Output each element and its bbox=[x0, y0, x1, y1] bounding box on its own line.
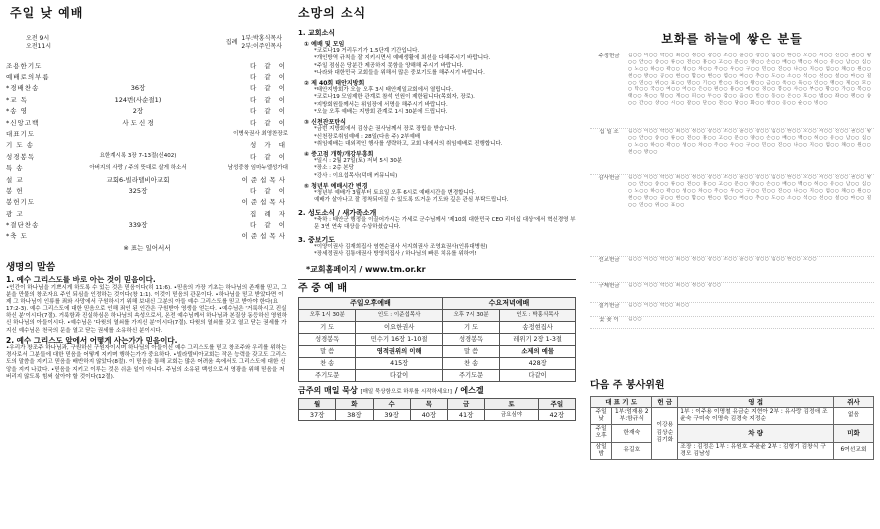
order-item-label: 대표기도 bbox=[6, 129, 36, 138]
news-line: 예배가 살아나고 잘 정착되어질 수 있도록 뜨거운 기도와 깊은 관심 부탁드립니다. bbox=[314, 197, 509, 204]
order-item-label: *교 독 bbox=[6, 95, 28, 104]
worship-left-label: 성경봉독 bbox=[299, 334, 356, 346]
bible-day: 토 bbox=[485, 399, 538, 410]
news-subheading: ② 제 40회 태안지방회 bbox=[304, 79, 365, 87]
volunteers-title: 다음 주 봉사위원 bbox=[590, 380, 665, 391]
order-item-content: 요한계시록 3장 7-13절(신402) bbox=[99, 153, 177, 160]
order-item-label: *결단찬송 bbox=[6, 221, 40, 230]
offering-category: 절기헌금 bbox=[598, 303, 620, 309]
order-item-leader: 다 같 이 bbox=[250, 107, 288, 116]
news-line: *장소 : 2층 본당 bbox=[314, 165, 354, 172]
worship-row bbox=[299, 346, 576, 358]
preacher-label: 집례 bbox=[225, 38, 238, 46]
homepage-link[interactable]: *교회홈페이지 / www.tm.or.kr bbox=[306, 264, 426, 274]
news-line: *개인방역 규칙을 잘 지키시면서 예배생활에 최선을 다해주시기 바랍니다. bbox=[314, 55, 491, 62]
life-paragraph-1: •인간이 하나님을 기쁘시게 하도록 수 있는 것은 믿음이다(히 11:6). •믿음의 가장 기초는 하나님의 존재를 믿고, 그분을 만물의 창조자요 주인 되심을 인정하는 것이다(창 1:1). 이것이 믿음의 관문이다. •하나님을 믿고 받았다면 이제 그 하나님이 인류를 죄와 사망에서 구원하시기 위해 보내신 그분의 아들 예수 그리스도를 믿고 받아야 한다(요 17:2-3). 예수 그리스도에 대한 믿음으로 인해 죄인 된 인간은 구원받아 영생을 얻는다. •예수님은 '거룩하시고 진실하신 분'이시다(7절). 거룩함과 진실하심은 하나님의 속성으로서, 온전 예수님께서 하나님과 본질상 동등하신 영원하신 하나님의 아들이시다. •예수님은 '다윗의 열쇠를 가지신 분'이시다(7절). 다윗의 열쇠를 갖고 열고 닫는 권세를 가지신 예수님은 천국의 문을 열고 닫는 권세를 소유하신 분이시다. bbox=[6, 284, 288, 334]
order-item-leader: 이준섭목사 bbox=[241, 232, 288, 241]
worship-right-label: 기 도 bbox=[442, 322, 499, 334]
offering-category: 주정헌금 bbox=[598, 53, 620, 59]
news-subheading: ③ 신천잔포탄식 bbox=[304, 118, 346, 126]
service-header bbox=[6, 35, 288, 50]
worship-left-value: 다같이 bbox=[356, 370, 443, 382]
offering-row bbox=[590, 129, 874, 175]
preacher-2: 2부:이주인목사 bbox=[241, 42, 282, 50]
offering-category: 꽃 꽂 이 bbox=[599, 317, 619, 323]
news-line: *태안지방회가 오늘 오후 3시 태안제일교회에서 열립니다. bbox=[314, 87, 453, 94]
bible-chapter: 39장 bbox=[373, 410, 410, 421]
worship-left-value: 영적권위의 이해 bbox=[356, 346, 443, 358]
service-times bbox=[12, 35, 51, 50]
offerings-title: 보화를 하늘에 쌓은 분들 bbox=[661, 32, 803, 46]
sunday-afternoon-time: 오후 1시 30분 bbox=[299, 310, 356, 322]
offering-names: 김○○ 이○○ 박○○ 최○○ 정○○ 강○○ 조○○ 윤○○ 장○○ 임○○ 한○○ 오○○ 서○○ 신○○ 권○○ 황○○ 안○○ 송○○ 류○○ 전○○ 홍○○ 고○○ 문○○ 양○○ 손○○ 배○○ 백○○ 허○○ 유○○ 남○○ 심○○ 노○○ 하○○ 곽○○ 성○○ 차○○ 주○○ 우○○ 구○○ 민○○ 진○○ 나○○ 지○○ 엄○○ 채○○ 원○○ 천○○ 방○○ 공○○ 현○○ 함○○ 변○○ 염○○ 여○○ 추○○ 도○○ 소○○ 석○○ 선○○ 설○○ 마○○ 길○○ 연○○ 위○○ 표○○ 명○○ 기○○ 반○○ 라○○ 왕○○ 금○○ 옥○○ 육○○ 인○○ 맹○○ 제○○ 모○○ 탁○○ 국○○ 여○○ 어○○ 은○○ 편○○ 용○○ 예○○ 경○○ 봉○○ 사○○ 부○○ 황○○ 가○○ 복○○ 태○○ 목○○ 형○○ 계○○ 피○○ 두○○ 감○○ 음○○ 빈○○ 동○○ 온○○ 호○○ 범○○ 좌○○ 팽○○ 승○○ 간○○ 상○○ 시○○ 갈○○ 단○○ 견○○ 당○○ 화○○ 창○○ 옹○○ 순○○ 빙○○ bbox=[628, 53, 872, 107]
offering-row bbox=[590, 257, 874, 283]
order-item-leader: 다 같 이 bbox=[250, 73, 288, 82]
order-item-content: 사 도 신 경 bbox=[122, 118, 154, 127]
vol-greet-1: 1부 : 이주용 이명철 유금순 지현아 2부 : 유사랑 김정애 조윤숙 구미숙 이명숙 김경숙 지정순 bbox=[678, 407, 834, 424]
order-row bbox=[6, 71, 288, 82]
order-item-label: 조용한기도 bbox=[6, 61, 43, 70]
wednesday-title: 수요저녁예배 bbox=[442, 298, 575, 310]
sunday-title: 주일 낮 예배 bbox=[10, 6, 84, 20]
order-item-leader: 다 같 이 bbox=[250, 186, 288, 195]
vol-svc-1: 주일 낮 bbox=[591, 407, 612, 424]
vol-svc-3: 삼일 밤 bbox=[591, 442, 612, 459]
news-line: *축하 : 태안군 행정을 이끌어가시는 가세로 군수님께서 '제10회 대한민국 CEO 리더십 대상'에서 혁신경영 부문 3연 연속 대상을 수상하셨습니다. bbox=[314, 217, 576, 231]
order-item-content: 325장 bbox=[128, 186, 148, 195]
news-line: *이양이권사 김재희집사 염현순권사 서지희권사 조영효권사(인류대병원) bbox=[314, 244, 488, 251]
order-row bbox=[6, 219, 288, 230]
order-row bbox=[6, 185, 288, 196]
offering-row bbox=[590, 53, 874, 129]
sunday-worship-column bbox=[6, 0, 288, 529]
order-row bbox=[6, 197, 288, 208]
life-heading-1: 1. 예수 그리스도를 바로 아는 것이 믿음이다. bbox=[6, 275, 156, 285]
worship-right-value: 소제의 예물 bbox=[500, 346, 576, 358]
order-item-label: *축 도 bbox=[6, 232, 28, 241]
offering-names: 김○○ 이○○ 박○○ 최○○ 정○○ 강○○ 조○○ 윤○○ 장○○ 임○○ 한○○ 오○○ 서○○ 신○○ 권○○ 황○○ 안○○ 송○○ 류○○ 전○○ 홍○○ 고○○ 문○○ 양○○ 손○○ 배○○ 백○○ 허○○ 유○○ 남○○ 심○○ 노○○ 하○○ 곽○○ 성○○ 차○○ 주○○ 우○○ 구○○ 민○○ 진○○ 나○○ 지○○ 엄○○ 채○○ 원○○ 천○○ 방○○ bbox=[628, 129, 872, 155]
news-list bbox=[298, 29, 576, 259]
news-line: *장세정권사 김통애권사 방영석집사 / 하나님의 빠른 치유를 위하여! bbox=[314, 251, 477, 258]
news-subheading: ① 예배 및 모임 bbox=[304, 40, 345, 48]
offering-names: 김○○ 이○○ 박○○ 최○○ 정○○ 강○○ 조○○ 윤○○ 장○○ 임○○ 한○○ 오○○ 서○○ 신○○ 권○○ 황○○ 안○○ 송○○ 류○○ 전○○ 홍○○ 고○○ 문○○ 양○○ 손○○ 배○○ 백○○ 허○○ 유○○ 남○○ 심○○ 노○○ 하○○ 곽○○ 성○○ 차○○ 주○○ 우○○ 구○○ 민○○ 진○○ 나○○ 지○○ 엄○○ 채○○ 원○○ 천○○ 방○○ 공○○ 현○○ 함○○ 변○○ 염○○ 여○○ 추○○ 도○○ 소○○ 석○○ 선○○ 설○○ 마○○ 길○○ 연○○ 위○○ 표○○ bbox=[628, 175, 872, 208]
order-item-label: *경배찬송 bbox=[6, 84, 40, 93]
vol-pray-2: 한재숙 bbox=[612, 425, 652, 442]
bible-day: 목 bbox=[410, 399, 447, 410]
col-offering: 헌 금 bbox=[652, 396, 678, 407]
offering-names: 김○○ 이○○ 박○○ 최○○ 정○○ 강○○ bbox=[628, 283, 722, 288]
life-paragraph-2: •우리가 창조주 하나님과, 구원하신 구원자이시며 하나님의 아들이신 예수 그리스도를 믿고 창조주와 우리를 위하는 경사로서 그분들에 대한 믿음을 어떻게 지키며 행하는가가 중요하다. •빌라델비아교회는 작은 능력을 갖고도 그리스도의 말씀을 지키고 믿음을 배반하지 않았다(8절). 이 믿음을 통해 교회는 많은 어려움 속에서도 그리스도에 대한 신앙을 지켜 나갔다. •믿음을 지키고 이루는 것은 쉬운 일이 아니다. 주님의 소유된 백성으로서 영광을 위해 믿음을 저버리지 않도록 힘써 살아야 할 것이다(12절). bbox=[6, 345, 287, 380]
news-line: *오늘 오후 예배는 지방회 관계로 1시 30분에 드립니다. bbox=[314, 108, 448, 115]
order-row bbox=[6, 94, 288, 105]
worship-right-value: 428장 bbox=[500, 358, 576, 370]
news-subheading: ⑤ 청년부 예배시간 변경 bbox=[304, 182, 368, 190]
order-row bbox=[6, 208, 288, 219]
bible-day: 금 bbox=[448, 399, 485, 410]
order-item-label: *송 영 bbox=[6, 107, 28, 116]
news-line: *주일 점심은 당분간 제공하지 못함을 양해해 주시기 바랍니다. bbox=[314, 62, 464, 69]
order-item-content: 124번(사순절1) bbox=[114, 95, 162, 104]
order-item-label: 봉 헌 bbox=[6, 186, 24, 195]
offering-names: 김○○ bbox=[628, 317, 642, 322]
worship-right-value: 다같이 bbox=[500, 370, 576, 382]
order-item-content: 339장 bbox=[128, 221, 148, 230]
offerings-column bbox=[590, 0, 874, 529]
vol-pray-1: 1부:엄재용 2부:함규식 bbox=[612, 407, 652, 424]
news-line: *신천장로취임예배 : 28일(다음 주) 2부예배 bbox=[314, 133, 421, 140]
bible-chapter: 38장 bbox=[336, 410, 373, 421]
order-item-leader: 다 같 이 bbox=[250, 95, 288, 104]
preacher-1: 1부:박홍식목사 bbox=[241, 35, 282, 42]
weekday-worship-table bbox=[298, 297, 576, 382]
order-item-label: 기 도 송 bbox=[6, 141, 34, 150]
news-line: *코로나19 모임제한 관계로 참석 인원이 제한됩니다(목회자, 장로). bbox=[314, 94, 475, 101]
worship-right-label: 말 씀 bbox=[442, 346, 499, 358]
preachers bbox=[226, 35, 282, 50]
offering-category: 십 일 조 bbox=[599, 129, 619, 135]
worship-right-label: 성경봉독 bbox=[442, 334, 499, 346]
offering-row bbox=[590, 283, 874, 303]
order-item-content: 36장 bbox=[130, 84, 146, 93]
order-item-leader: 집 례 자 bbox=[250, 209, 288, 218]
news-line: *취임예배는 대외적인 행사를 생략하고, 교회 내에서의 취임예배로 진행합니다. bbox=[314, 140, 503, 147]
order-item-leader: 다 같 이 bbox=[250, 61, 288, 70]
col-treat: 쥐사 bbox=[834, 396, 874, 407]
order-item-content: 2장 bbox=[132, 107, 144, 116]
offering-row bbox=[590, 303, 874, 317]
news-line: *코로나19 거리두기가 1.5단계 기간입니다. bbox=[314, 48, 420, 55]
news-heading: 1. 교회소식 bbox=[298, 29, 336, 37]
order-row bbox=[6, 151, 288, 162]
worship-right-value: 레위기 2장 1-3절 bbox=[500, 334, 576, 346]
worship-right-label: 찬 송 bbox=[442, 358, 499, 370]
offering-category: 감사헌금 bbox=[598, 175, 620, 181]
worship-left-value: 415장 bbox=[356, 358, 443, 370]
worship-left-value: 민수기 16장 1-10절 bbox=[356, 334, 443, 346]
news-subheading: ④ 증고점 개학/개강부흥회 bbox=[304, 150, 374, 158]
vol-greet-3: 조장 : 김정은 1부 : 유원호 주윤윤 2부 : 김형기 김창식 구경모 김남성 bbox=[678, 442, 834, 459]
bible-chapter: 42장 bbox=[538, 410, 575, 421]
worship-left-value: 이요한권사 bbox=[356, 322, 443, 334]
worship-left-label: 말 씀 bbox=[299, 346, 356, 358]
order-item-label: 예배로의부름 bbox=[6, 73, 50, 82]
offering-names: 김○○ 이○○ 박○○ 최○○ 정○○ 강○○ 조○○ 윤○○ 장○○ 임○○ 한○○ 오○○ bbox=[628, 257, 818, 262]
bible-day: 화 bbox=[336, 399, 373, 410]
bible-chapter: 금요심야 bbox=[485, 410, 538, 421]
vol-misc-label: 미화 bbox=[834, 425, 874, 442]
news-heading: 2. 성도소식 / 새가족소개 bbox=[298, 208, 377, 217]
order-row bbox=[6, 128, 288, 139]
news-column bbox=[298, 0, 576, 529]
bible-chapter: 37장 bbox=[299, 410, 336, 421]
order-row bbox=[6, 106, 288, 117]
order-row bbox=[6, 174, 288, 185]
offering-names: 김○○ 이○○ 박○○ 최○○ bbox=[628, 303, 690, 308]
sunday-afternoon-lead: 인도 : 이준섭목사 bbox=[356, 310, 443, 322]
order-row bbox=[6, 140, 288, 151]
order-item-leader: 이준섭목사 bbox=[241, 198, 288, 207]
order-item-label: *신앙고백 bbox=[6, 118, 40, 127]
order-item-leader: 다 같 이 bbox=[250, 221, 288, 230]
wednesday-lead: 인도 : 박홍식목사 bbox=[500, 310, 576, 322]
weekday-worship-title: 주 중 예 배 bbox=[298, 279, 576, 296]
order-item-leader: 남성중창 임마누엘성가대 bbox=[227, 164, 288, 171]
order-row bbox=[6, 117, 288, 128]
life-heading-2: 2. 예수 그리스도 앞에서 어떻게 사는가가 믿음이다. bbox=[6, 335, 178, 345]
bible-note: [매일 묵상함으로 하루를 시작하세요!] bbox=[360, 389, 452, 396]
order-item-label: 설 교 bbox=[6, 175, 24, 184]
order-row bbox=[6, 60, 288, 71]
volunteers-table bbox=[590, 396, 874, 461]
order-row bbox=[6, 163, 288, 174]
bible-day: 수 bbox=[373, 399, 410, 410]
news-line: *금번 지방회에서 김상순 권사님께서 장로 장립을 받습니다. bbox=[314, 126, 457, 133]
life-title: 생명의 말씀 bbox=[6, 262, 56, 274]
order-row bbox=[6, 83, 288, 94]
vol-offering-people: 이강용 김상순 김기화 bbox=[652, 407, 678, 459]
vol-treat-3: 6여선교회 bbox=[834, 442, 874, 459]
order-item-label: 성경봉독 bbox=[6, 152, 36, 161]
worship-left-label: 찬 송 bbox=[299, 358, 356, 370]
order-item-leader: 이준섭목사 bbox=[241, 175, 288, 184]
vol-pray-3: 유길호 bbox=[612, 442, 652, 459]
bible-chapter: 41장 bbox=[448, 410, 485, 421]
order-item-leader: 성 가 대 bbox=[250, 141, 288, 150]
order-item-leader: 다 같 이 bbox=[250, 84, 288, 93]
bible-chapter: 40장 bbox=[410, 410, 447, 421]
offering-category: 선교헌금 bbox=[598, 257, 620, 263]
worship-row bbox=[299, 370, 576, 382]
offering-row bbox=[590, 175, 874, 257]
worship-right-label: 주기도문 bbox=[442, 370, 499, 382]
order-item-content: 교회6-빌라델비아교회 bbox=[106, 175, 170, 184]
time-2: 오전11시 bbox=[26, 42, 52, 50]
sunday-afternoon-title: 주일오후예배 bbox=[299, 298, 443, 310]
col-pray: 대 표 기 도 bbox=[591, 396, 652, 407]
bible-reading-table bbox=[298, 398, 576, 421]
stand-note: ※ 표는 일어서서 bbox=[123, 244, 171, 253]
offerings-list bbox=[590, 53, 874, 378]
vol-svc-2: 주일오후 bbox=[591, 425, 612, 442]
worship-right-value: 송정현집사 bbox=[500, 322, 576, 334]
order-item-label: 봉헌기도 bbox=[6, 198, 36, 207]
worship-row bbox=[299, 322, 576, 334]
worship-row bbox=[299, 334, 576, 346]
bible-title-text: 금주의 매일 묵상 bbox=[298, 386, 358, 396]
order-item-label: 특 송 bbox=[6, 164, 24, 173]
vol-treat-1: 없음 bbox=[834, 407, 874, 424]
bible-reading-title bbox=[298, 386, 576, 396]
news-line: *지방회원들께서는 위임장에 서명을 해주시기 바랍니다. bbox=[314, 101, 448, 108]
order-item-leader: 다 같 이 bbox=[250, 118, 288, 127]
order-item-label: 광 고 bbox=[6, 209, 24, 218]
offering-category: 구제헌금 bbox=[598, 283, 620, 289]
news-line: *나라와 대한민국 교회들을 위해서 많은 중보기도를 해주시기 바랍니다. bbox=[314, 69, 485, 76]
wednesday-time: 오후 7시 30분 bbox=[442, 310, 499, 322]
news-line: *일시 : 2월 27일(토) 저녁 5시 30분 bbox=[314, 158, 403, 165]
col-greet: 영 접 bbox=[678, 396, 834, 407]
order-item-leader: 다 같 이 bbox=[250, 152, 288, 161]
news-title: 소망의 소식 bbox=[298, 6, 367, 20]
worship-left-label: 주기도문 bbox=[299, 370, 356, 382]
worship-row bbox=[299, 358, 576, 370]
order-of-worship bbox=[6, 60, 288, 242]
bible-day: 주일 bbox=[538, 399, 575, 410]
bible-book: / 에스겔 bbox=[454, 386, 484, 396]
order-row bbox=[6, 231, 288, 242]
bible-day: 월 bbox=[299, 399, 336, 410]
order-item-leader: 이병욱권사 최영찬장로 bbox=[233, 130, 288, 137]
news-line: *강사 : 이요섭목사(덕매 커뮤니티) bbox=[314, 172, 398, 179]
time-1: 오전 9시 bbox=[26, 35, 50, 42]
worship-left-label: 기 도 bbox=[299, 322, 356, 334]
news-line: *청년부 예배가 3월부터 토요일 오후 6시로 예배시간을 변경합니다. bbox=[314, 190, 476, 197]
news-heading: 3. 중보기도 bbox=[298, 235, 336, 244]
offering-row bbox=[590, 317, 874, 329]
vol-car-label: 차 량 bbox=[678, 425, 834, 442]
order-item-content: 아버지의 사랑 / 주의 뜻대로 살게 하소서 bbox=[89, 164, 187, 171]
